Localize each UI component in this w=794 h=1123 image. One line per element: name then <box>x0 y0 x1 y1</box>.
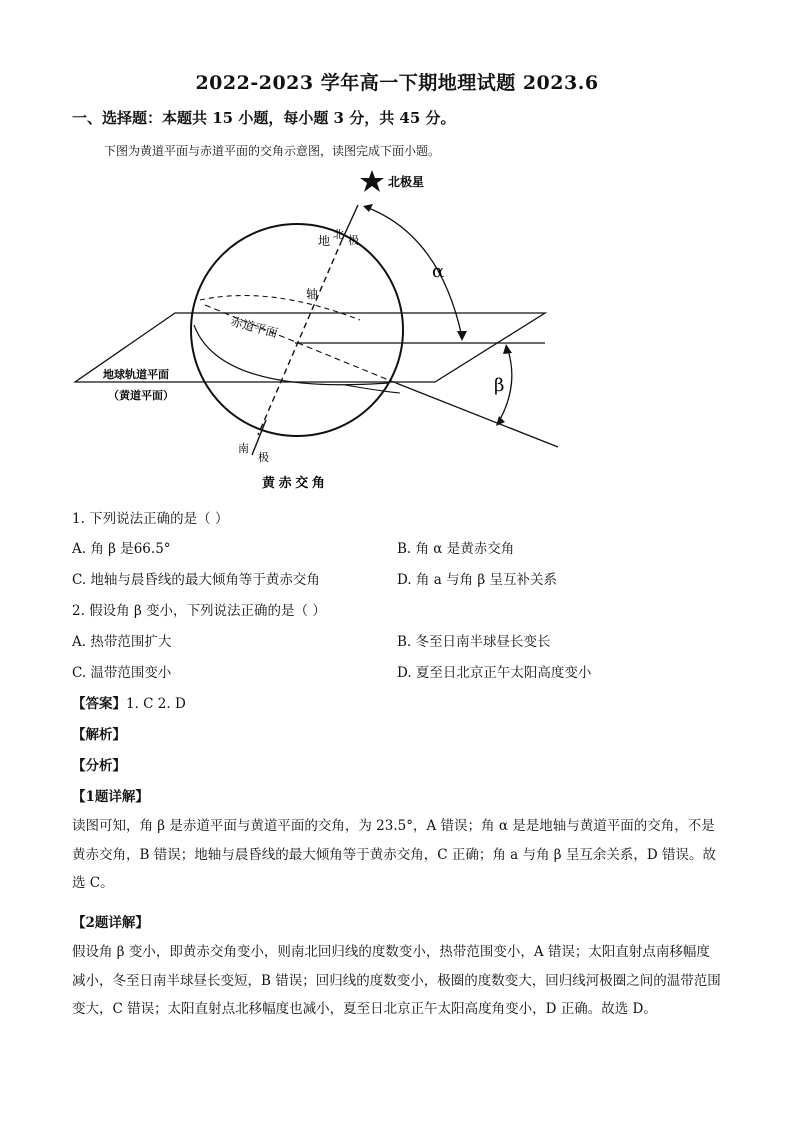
axis-label-1: 地 <box>318 234 331 248</box>
north-pole-label-a: 北 <box>333 229 344 241</box>
detail-1-text: 读图可知，角 β 是赤道平面与黄道平面的交角，为 23.5°，A 错误；角 α 是是地轴与黄道平面的交角，不是黄赤交角，B 错误；地轴与晨昏线的最大倾角等于黄赤交角，C 正确；角 a 与角 β 呈互余关系，D 错误。故选 C。 <box>72 818 716 891</box>
north-star-icon <box>360 170 384 192</box>
diagram-caption: 黄 赤 交 角 <box>262 475 325 490</box>
section-heading: 一、选择题：本题共 15 小题，每小题 3 分，共 45 分。 <box>72 109 456 127</box>
beta-label: β <box>494 375 505 396</box>
question-2-stem: 2. 假设角 β 变小，下列说法正确的是（ ） <box>72 603 326 619</box>
q2-option-a: A. 热带范围扩大 <box>72 634 172 650</box>
q1-option-a: A. 角 β 是66.5° <box>72 541 171 557</box>
alpha-arc <box>366 207 462 337</box>
q1-option-b: B. 角 α 是黄赤交角 <box>397 541 515 557</box>
detail-2-label: 【2题详解】 <box>72 915 149 931</box>
equator-plane-label: 赤道平面 <box>229 314 280 341</box>
obliquity-diagram <box>70 165 570 505</box>
q1-option-c: C. 地轴与晨昏线的最大倾角等于黄赤交角 <box>72 572 320 588</box>
south-pole-label-a: 南 <box>238 443 249 455</box>
q2-option-d: D. 夏至日北京正午太阳高度变小 <box>397 665 592 681</box>
alpha-arrow-bottom <box>457 331 467 341</box>
equator-plane-line <box>396 383 558 447</box>
detail-1-label: 【1题详解】 <box>72 789 149 805</box>
earth-sphere <box>191 224 403 436</box>
orbit-plane-label: 地球轨道平面 <box>103 369 169 381</box>
analysis-label: 【解析】 <box>72 727 126 743</box>
detail-2-text: 假设角 β 变小，即黄赤交角变小，则南北回归线的度数变小，热带范围变小，A 错误；太阳直射点南移幅度减小，冬至日南半球昼长变短，B 错误；回归线的度数变小，极圈的度数变大，回归线河极圈之间的温带范围变大，C 错误；太阳直射点北移幅度也减小，夏至日北京正午太阳高度角变小，D 正确。故选 D。 <box>72 944 721 1017</box>
page-title: 2022-2023 学年高一下期地理试题 2023.6 <box>195 72 599 94</box>
alpha-label: α <box>432 261 445 282</box>
beta-arrow-top <box>503 344 512 354</box>
north-pole-label-b: 极 <box>348 235 359 247</box>
alpha-arrow-top <box>363 204 373 212</box>
answer-text: 1. C 2. D <box>126 696 186 712</box>
axis-label-2: 轴 <box>306 287 319 301</box>
answer-label: 【答案】 <box>72 696 126 712</box>
north-star-label: 北极星 <box>388 175 425 189</box>
answer-line <box>72 692 186 712</box>
lower-arc <box>345 385 400 393</box>
q1-option-d: D. 角 a 与角 β 呈互补关系 <box>397 572 557 588</box>
fenxi-label: 【分析】 <box>72 758 126 774</box>
question-intro: 下图为黄道平面与赤道平面的交角示意图，读图完成下面小题。 <box>104 144 441 158</box>
south-pole-label-b: 极 <box>258 452 269 464</box>
q2-option-b: B. 冬至日南半球昼长变长 <box>397 634 551 650</box>
earth-axis-bottom <box>252 420 266 455</box>
equator-front <box>194 325 388 385</box>
question-1-stem: 1. 下列说法正确的是（ ） <box>72 511 229 527</box>
orbit-plane-sublabel: （黄道平面） <box>108 390 174 402</box>
q2-option-c: C. 温带范围变小 <box>72 665 172 681</box>
equator-back <box>200 296 360 321</box>
